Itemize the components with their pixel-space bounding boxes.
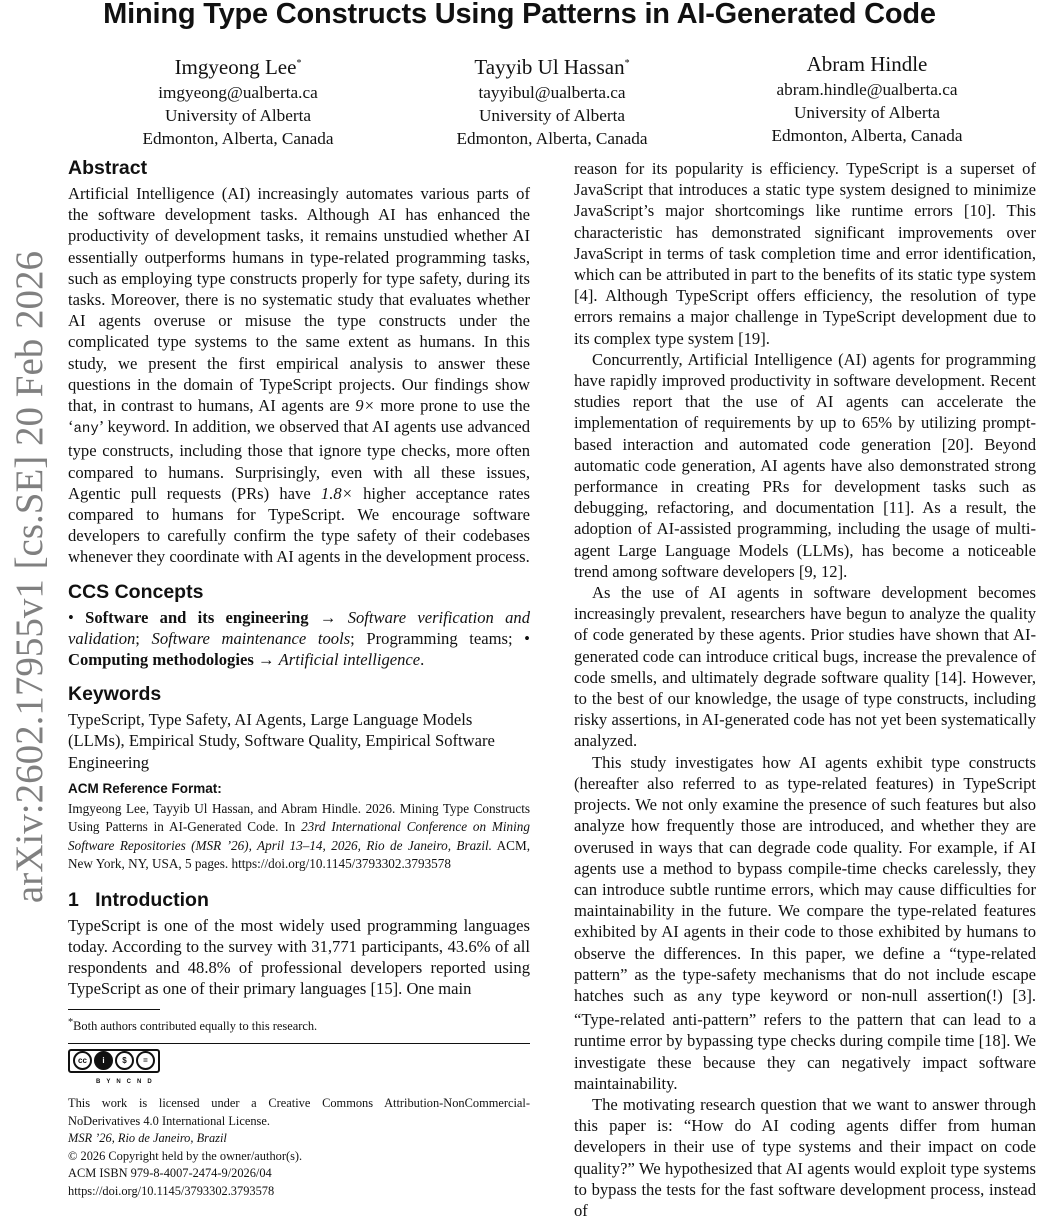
intro-paragraph-5: The motivating research question that we want to answer through this paper is: “How do AI coding agents differ from human developers in their use of type systems and their impact on code quality?” We hypothesized that AI agents would exploit type systems to bypass the tests for the fast software development process, instead of [574, 1094, 1036, 1220]
abstract-heading: Abstract [68, 157, 148, 179]
isbn: ACM ISBN 979-8-4007-2474-9/2026/04 [68, 1166, 272, 1181]
author-email: imgyeong@ualberta.ca [158, 83, 318, 102]
acm-reference-text: Imgyeong Lee, Tayyib Ul Hassan, and Abram Hindle. 2026. Mining Type Constructs Using Patterns in AI-Generated Code. In 23rd International Conference on Mining Software Repositories (MSR ’26), April 13–14, 2026, Rio de Janeiro, Brazil. ACM, New York, NY, USA, 5 pages. https://doi.org/10.1145/3793302.3793578 [68, 800, 530, 872]
footnote: *Both authors contributed equally to this research. [68, 1017, 318, 1034]
author-block-3 [702, 50, 1032, 147]
author-email: abram.hindle@ualberta.ca [776, 80, 958, 99]
equal-contribution-mark: * [296, 58, 302, 69]
keywords-text: TypeScript, Type Safety, AI Agents, Large Language Models (LLMs), Empirical Study, Software Quality, Empirical Software Engineering [68, 710, 495, 772]
ccs-heading: CCS Concepts [68, 580, 204, 603]
copyright: © 2026 Copyright held by the owner/author(s). [68, 1148, 303, 1163]
doi-link[interactable]: https://doi.org/10.1145/3793302.3793578 [68, 1183, 275, 1198]
keywords-heading: Keywords [68, 683, 162, 706]
by-icon: i [94, 1051, 113, 1070]
introduction-heading: 1 Introduction [68, 888, 209, 911]
intro-paragraph-4: This study investigates how AI agents exhibit type constructs (hereafter also referred to as type-related features) in TypeScript projects. We not only examine the presence of such features but also analyze how frequently those are introduced, and whether they are overused in ways that can degrade code quality. For example, if AI agents use a method to bypass compile-time checks carelessly, they can introduce subtle runtime errors, which may cause difficulties for maintainability in the future. We compare the type-related features exhibited by AI agents in their code to those exhibited by humans to observe the differences. In this paper, we define a “type-related pattern” as the type-safety mechanisms that do not include escape hatches such as any type keyword or non-null assertion(!) [3]. “Type-related anti-pattern” refers to the pattern that can lead to a runtime error by bypassing type checks during compile time [18]. We investigate these because they can negatively impact software maintainability. [574, 752, 1036, 1093]
intro-paragraph-1-continued: reason for its popularity is efficiency. TypeScript is a superset of JavaScript that introduces a static type system designed to minimize JavaScript’s major shortcomings like runtime errors [10]. This characteristic has demonstrated significant improvements over JavaScript in terms of task completion time and error identification, which can be attributed in part to the benefits of its static type system [4]. Although TypeScript offers efficiency, the resolution of type errors remains a major challenge in TypeScript development due to its complex type system [19]. [574, 159, 1036, 348]
cc-icon: cc [73, 1051, 92, 1070]
left-column [68, 155, 530, 1200]
cc-license-badge [68, 1049, 530, 1073]
author-affiliation: University of Alberta [478, 106, 626, 125]
author-affiliation: University of Alberta [164, 106, 312, 125]
footnote-rule [68, 1009, 160, 1010]
author-location: Edmonton, Alberta, Canada [456, 129, 648, 148]
venue: MSR ’26, Rio de Janeiro, Brazil [68, 1131, 227, 1146]
author-block-2 [387, 50, 717, 150]
ccs-text: • Software and its engineering → Software verification and validation; Software maintenance tools; Programming teams; • Computing methodologies → Artificial intelligence. [68, 607, 531, 670]
nd-icon: = [136, 1051, 155, 1070]
author-name: Imgyeong Lee [174, 55, 297, 79]
emphasis-1-8x: 1.8× [320, 483, 353, 503]
paper-title: Mining Type Constructs Using Patterns in AI-Generated Code [103, 0, 936, 30]
license-rule [68, 1043, 530, 1044]
author-location: Edmonton, Alberta, Canada [771, 126, 963, 145]
code-any: any [697, 989, 723, 1006]
author-location: Edmonton, Alberta, Canada [142, 129, 334, 148]
introduction-paragraph-1: TypeScript is one of the most widely used programming languages today. According to the survey with 31,771 participants, 43.6% of all respondents and 48.8% of professional developers reported using TypeScript as one of their primary languages [15]. One main [68, 915, 530, 999]
right-column [574, 158, 1036, 1221]
author-affiliation: University of Alberta [793, 103, 941, 122]
acm-reference-heading: ACM Reference Format: [68, 780, 222, 796]
author-name: Abram Hindle [806, 52, 928, 76]
intro-paragraph-3: As the use of AI agents in software development becomes increasingly prevalent, researchers have begun to analyze the quality of code generated by these agents. Prior studies have shown that AI-generated code can introduce critical bugs, increase the prevalence of code smells, and ultimately degrade software quality [14]. However, to the best of our knowledge, the usage of type constructs, including risky assertions, in AI-generated code has not yet been systematically analyzed. [574, 583, 1036, 751]
author-email: tayyibul@ualberta.ca [478, 83, 626, 102]
license-text: This work is licensed under a Creative Commons Attribution-NonCommercial-NoDerivatives 4.0 International License. [68, 1096, 530, 1128]
nc-icon: $ [115, 1051, 134, 1070]
code-any: any [73, 421, 99, 438]
author-block-1 [73, 50, 403, 150]
abstract-text: Artificial Intelligence (AI) increasingly automates various parts of the software development tasks. Although AI has enhanced the productivity of development tasks, it remains unstudied whether AI essentially outperforms humans in type-related programming tasks, such as employing type constructs properly for type safety, during its tasks. Moreover, there is no systematic study that evaluates whether AI agents overuse or misuse the type constructs under the complicated type systems to the same extent as humans. In this study, we present the first empirical analysis to answer these questions in the domain of TypeScript projects. Our findings show that, in contrast to humans, AI agents are 9× more prone to use the ‘any’ keyword. In addition, we observed that AI agents use advanced type constructs, including those that ignore type checks, more often compared to humans. Surprisingly, even with all these issues, Agentic pull requests (PRs) have 1.8× higher acceptance rates compared to humans for TypeScript. We encourage software developers to carefully confirm the type safety of their codebases whenever they coordinate with AI agents in the development process. [68, 184, 530, 567]
intro-paragraph-2: Concurrently, Artificial Intelligence (AI) agents for programming have rapidly improved productivity in software development. Recent studies report that the use of AI agents can accelerate the implementation of requirements by up to 65% by utilizing prompt-based interaction and automated code generation [20]. Beyond automatic code generation, AI agents have also demonstrated strong performance in creating PRs for development tasks such as debugging, refactoring, and documentation [11]. As a result, the adoption of AI-assisted programming, including the usage of multi-agent Large Language Models (LLMs), has become a noticeable trend among software developers [9, 12]. [574, 349, 1036, 581]
author-name: Tayyib Ul Hassan [474, 55, 625, 79]
cc-badge-labels: BYNCND [96, 1078, 158, 1085]
emphasis-9x: 9× [355, 396, 375, 416]
equal-contribution-mark: * [624, 58, 630, 69]
arxiv-identifier: arXiv:2602.17955v1 [cs.SE] 20 Feb 2026 [8, 250, 51, 904]
